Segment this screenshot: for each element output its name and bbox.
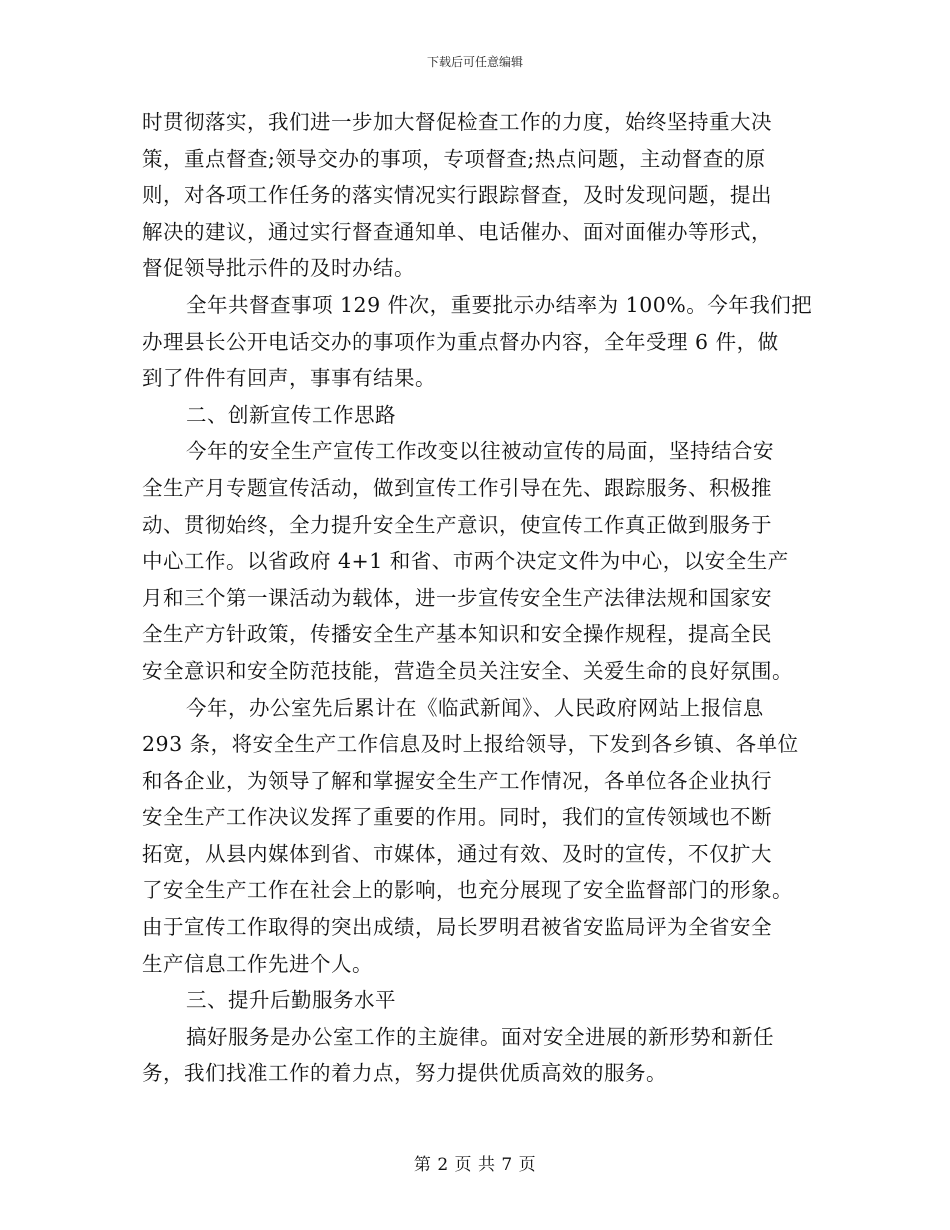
body-line: 全生产方针政策，传播安全生产基本知识和安全操作规程，提高全民 xyxy=(142,622,772,647)
body-line: 办理县长公开电话交办的事项作为重点督办内容，全年受理 6 件，做 xyxy=(142,329,779,354)
body-line: 293 条，将安全生产工作信息及时上报给领导，下发到各乡镇、各单位 xyxy=(142,732,799,757)
body-line: 动、贯彻始终，全力提升安全生产意识，使宣传工作真正做到服务于 xyxy=(142,512,772,537)
body-line: 拓宽，从县内媒体到省、市媒体，通过有效、及时的宣传，不仅扩大 xyxy=(142,841,772,866)
body-line: 生产信息工作先进个人。 xyxy=(142,951,373,976)
body-line: 由于宣传工作取得的突出成绩，局长罗明君被省安监局评为全省安全 xyxy=(142,915,772,940)
body-line: 月和三个第一课活动为载体，进一步宣传安全生产法律法规和国家安 xyxy=(142,585,772,610)
body-line: 到了件件有回声，事事有结果。 xyxy=(142,366,436,391)
paragraph-start-line: 今年，办公室先后累计在《临武新闻》、人民政府网站上报信息 xyxy=(186,695,764,720)
body-line: 时贯彻落实，我们进一步加大督促检查工作的力度，始终坚持重大决 xyxy=(142,110,772,134)
document-body xyxy=(142,104,813,1092)
body-line: 务，我们找准工作的着力点，努力提供优质高效的服务。 xyxy=(142,1061,667,1086)
body-line: 则，对各项工作任务的落实情况实行跟踪督查，及时发现问题，提出 xyxy=(142,183,772,208)
body-line: 了安全生产工作在社会上的影响，也充分展现了安全监督部门的形象。 xyxy=(142,878,793,903)
section-heading: 三、提升后勤服务水平 xyxy=(186,988,396,1013)
body-line: 策，重点督查;领导交办的事项，专项督查;热点问题，主动督查的原 xyxy=(142,146,766,171)
body-line: 安全意识和安全防范技能，营造全员关注安全、关爱生命的良好氛围。 xyxy=(142,658,793,683)
paragraph-start-line: 搞好服务是办公室工作的主旋律。面对安全进展的新形势和新任 xyxy=(186,1024,774,1049)
body-line: 解决的建议，通过实行督查通知单、电话催办、面对面催办等形式， xyxy=(142,219,772,244)
page-number: 第 2 页 共 7 页 xyxy=(413,1155,537,1175)
body-line: 中心工作。以省政府 4+1 和省、市两个决定文件为中心，以安全生产 xyxy=(142,549,789,574)
section-heading: 二、创新宣传工作思路 xyxy=(186,402,396,427)
paragraph-start-line: 全年共督查事项 129 件次，重要批示办结率为 100%。今年我们把 xyxy=(186,292,813,317)
page-header: 下载后可任意编辑 xyxy=(426,55,523,69)
body-line: 安全生产工作决议发挥了重要的作用。同时，我们的宣传领域也不断 xyxy=(142,805,772,830)
body-line: 全生产月专题宣传活动，做到宣传工作引导在先、跟踪服务、积极推 xyxy=(142,475,772,500)
paragraph-start-line: 今年的安全生产宣传工作改变以往被动宣传的局面，坚持结合安 xyxy=(186,439,774,464)
body-line: 和各企业，为领导了解和掌握安全生产工作情况，各单位各企业执行 xyxy=(142,768,772,793)
body-line: 督促领导批示件的及时办结。 xyxy=(142,256,415,281)
